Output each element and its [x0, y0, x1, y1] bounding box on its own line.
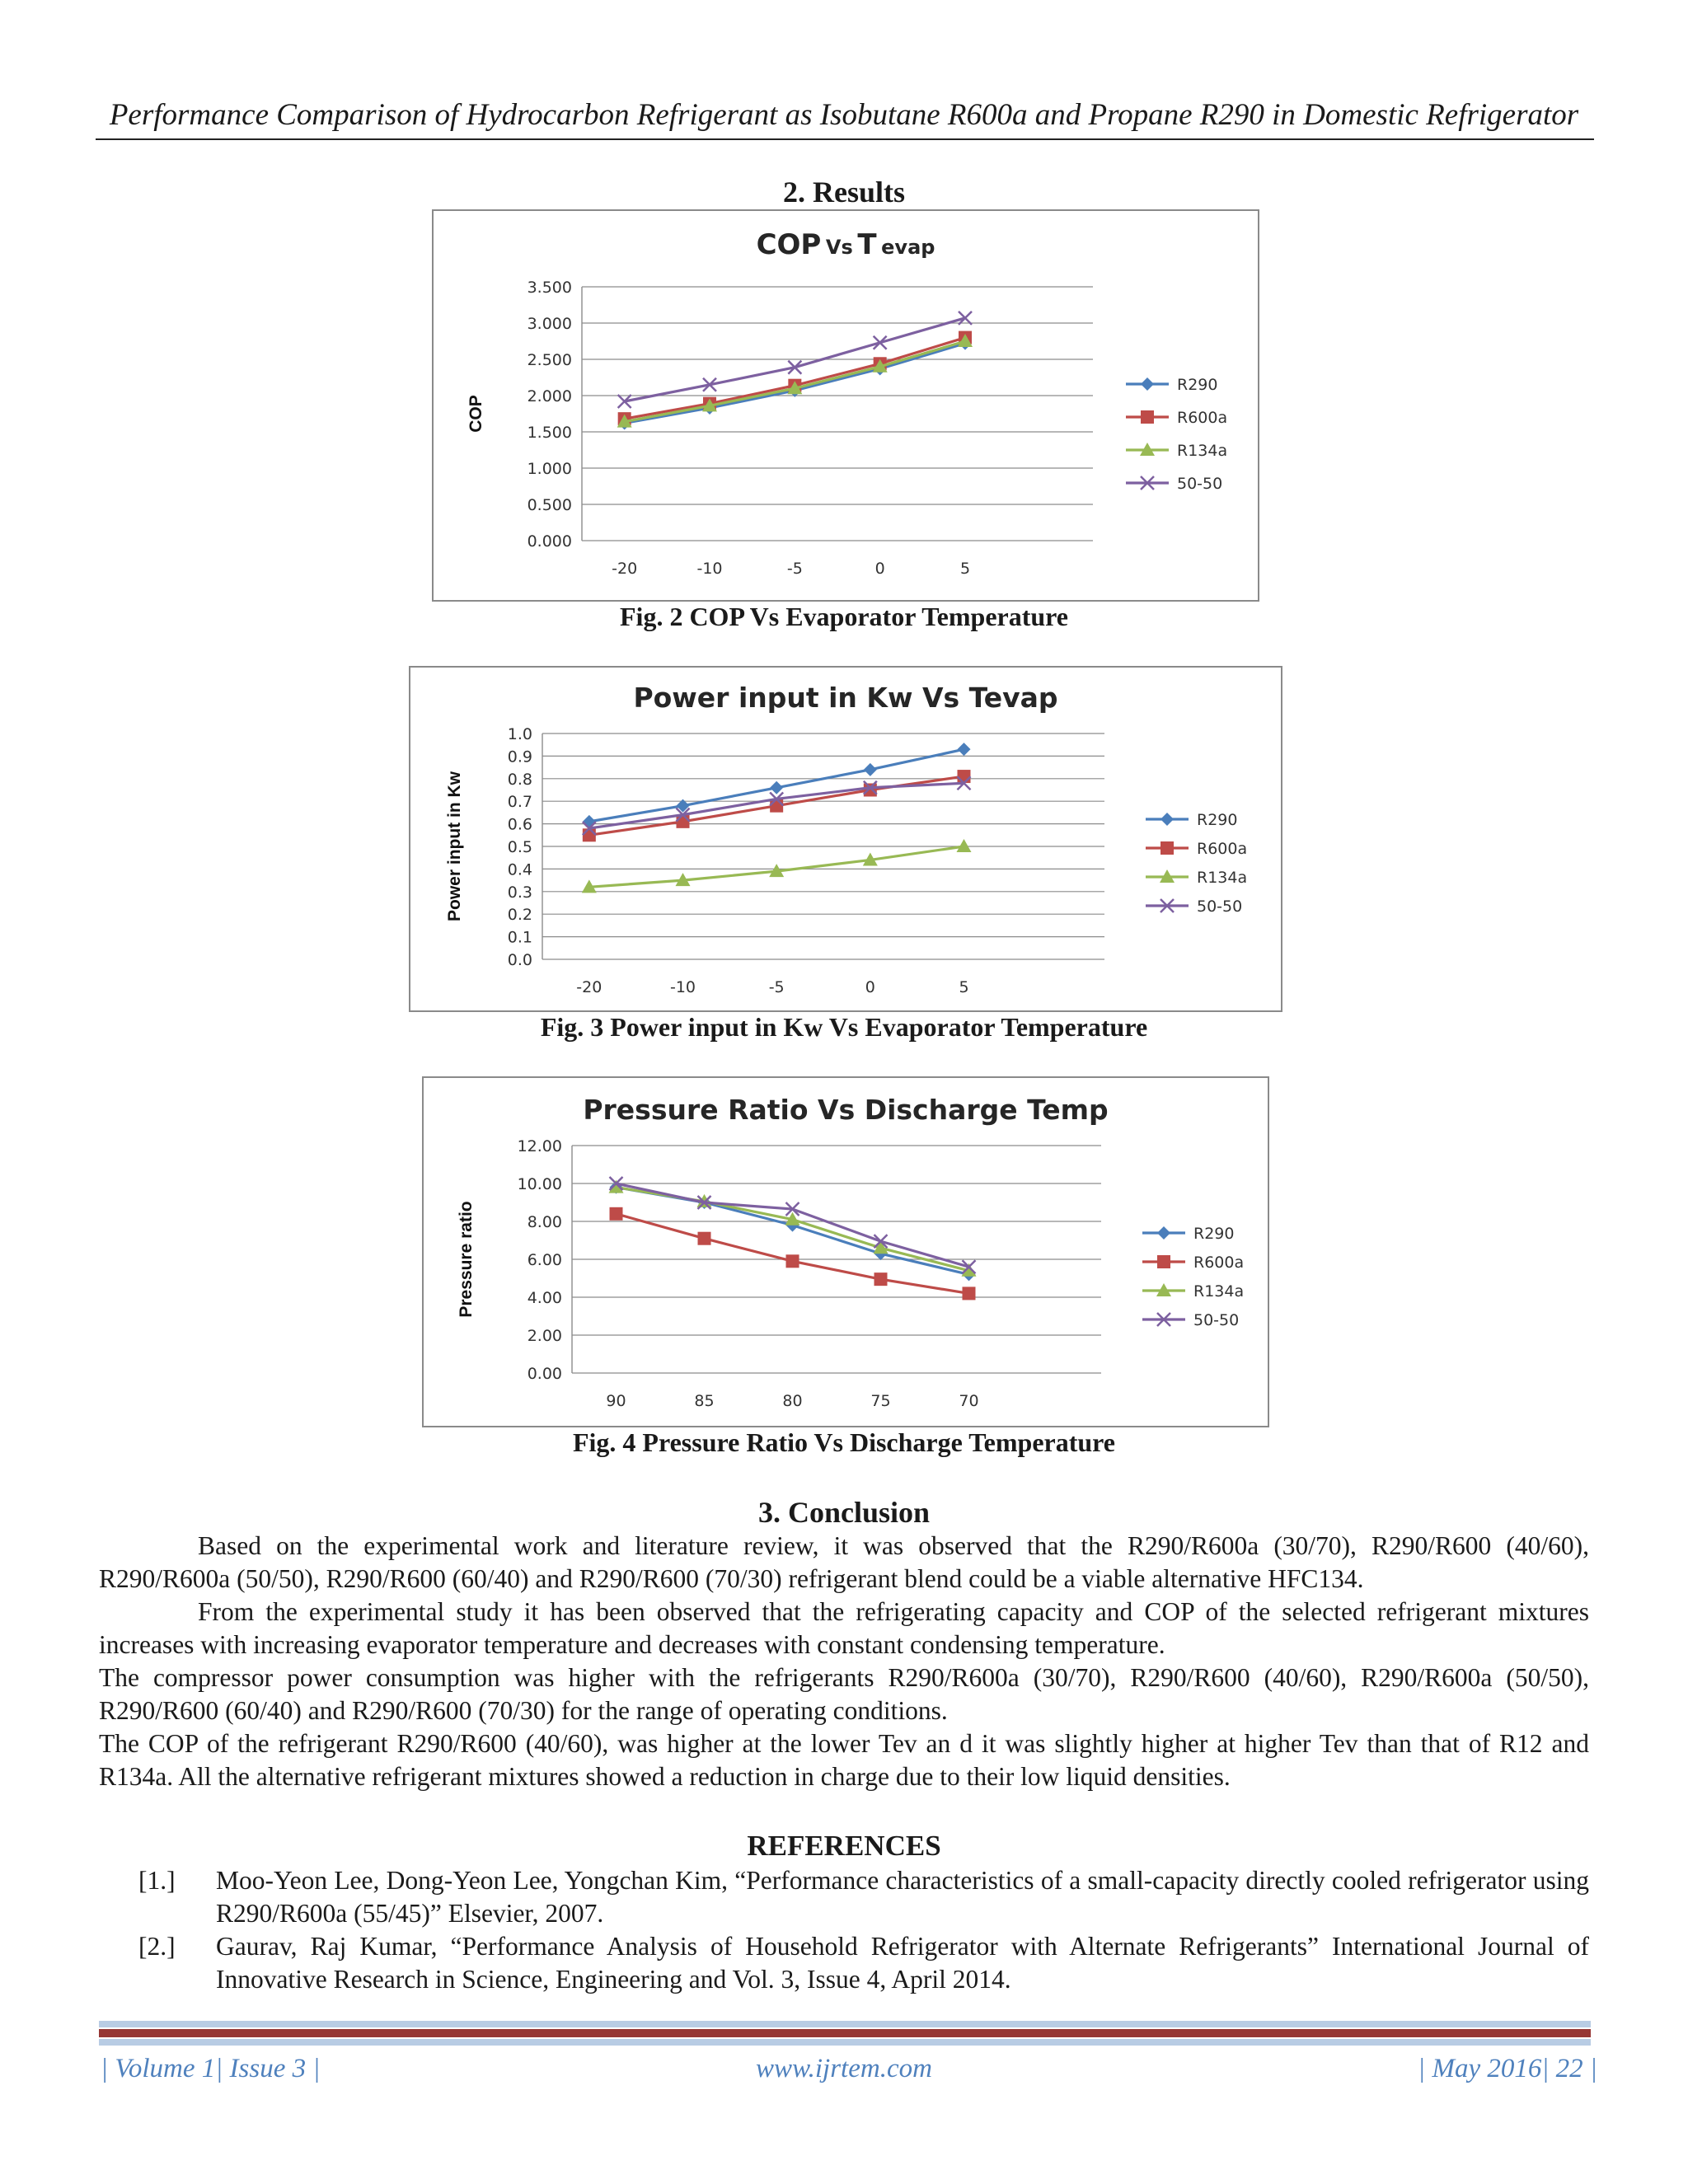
- square-marker: [958, 770, 971, 783]
- triangle-marker: [957, 839, 972, 852]
- y-tick-label: 0.9: [507, 748, 532, 766]
- y-tick-label: 1.000: [527, 460, 572, 478]
- diamond-marker: [1157, 1226, 1170, 1240]
- square-marker: [874, 1272, 888, 1286]
- y-tick-label: 1.500: [527, 424, 572, 442]
- pressure-chart: [424, 1078, 1268, 1426]
- y-axis-label: Power input in Kw: [445, 771, 464, 921]
- y-tick-label: 1.0: [507, 725, 532, 743]
- figure-3-caption: Fig. 3 Power input in Kw Vs Evaporator Temperature: [540, 1012, 1148, 1042]
- diamond-marker: [770, 781, 783, 794]
- y-axis-label: COP: [467, 395, 485, 433]
- conclusion-body: [99, 1530, 1589, 1793]
- y-tick-label: 2.00: [527, 1327, 562, 1345]
- x-tick-label: 75: [870, 1392, 891, 1410]
- diamond-marker: [1160, 813, 1174, 826]
- x-tick-label: -20: [612, 560, 638, 578]
- legend-label: 50-50: [1193, 1311, 1240, 1329]
- square-marker: [864, 784, 877, 797]
- power-chart: [410, 668, 1281, 1010]
- y-tick-label: 2.000: [527, 387, 572, 405]
- diamond-marker: [583, 815, 596, 828]
- y-tick-label: 0.7: [507, 793, 532, 812]
- legend-label: R600a: [1193, 1254, 1245, 1272]
- square-marker: [963, 1286, 976, 1300]
- square-marker: [610, 1207, 623, 1221]
- legend-label: 50-50: [1177, 475, 1223, 493]
- diamond-marker: [864, 763, 877, 776]
- x-tick-label: -20: [576, 978, 603, 996]
- references-heading: REFERENCES: [747, 1830, 941, 1862]
- x-tick-label: 90: [606, 1392, 626, 1410]
- x-tick-label: 80: [782, 1392, 803, 1410]
- footer-volume-issue: | Volume 1| Issue 3 |: [101, 2054, 321, 2083]
- square-marker: [786, 1254, 799, 1268]
- legend-label: R290: [1193, 1225, 1235, 1243]
- y-tick-label: 0.000: [527, 532, 572, 551]
- legend-label: R600a: [1197, 840, 1248, 858]
- legend-label: 50-50: [1197, 898, 1243, 916]
- x-tick-label: -10: [669, 978, 696, 996]
- x-tick-label: 5: [959, 560, 971, 578]
- y-tick-label: 0.0: [507, 951, 532, 969]
- y-tick-label: 2.500: [527, 351, 572, 369]
- conclusion-paragraph: The compressor power consumption was higher with the refrigerants R290/R600a (30/70), R290/R600 (40/60), R290/R600a (50/50), R290/R600 (60/40) and R290/R600 (70/30) for the range of operating conditions.: [99, 1663, 1589, 1725]
- chart-title: COP Vs T evap: [756, 228, 935, 261]
- x-tick-label: 70: [959, 1392, 979, 1410]
- series-line-r600a: [625, 338, 965, 419]
- legend-label: R134a: [1193, 1282, 1245, 1301]
- legend-label: R134a: [1197, 869, 1248, 887]
- x-tick-label: 85: [694, 1392, 715, 1410]
- x-tick-label: 5: [959, 978, 969, 996]
- square-marker: [677, 815, 690, 828]
- square-marker: [1160, 841, 1174, 855]
- y-tick-label: 12.00: [517, 1137, 562, 1155]
- y-tick-label: 3.500: [527, 279, 572, 297]
- square-marker: [583, 828, 596, 841]
- conclusion-heading: 3. Conclusion: [757, 1496, 931, 1529]
- y-tick-label: 4.00: [527, 1289, 562, 1307]
- x-tick-label: -5: [786, 560, 803, 578]
- y-tick-label: 0.1: [507, 928, 532, 947]
- reference-number: [1.]: [138, 1866, 176, 1895]
- footer-band: [99, 2021, 1591, 2027]
- chart-title: Power input in Kw Vs Tevap: [633, 682, 1058, 714]
- x-tick-label: 0: [865, 978, 875, 996]
- y-tick-label: 8.00: [527, 1213, 562, 1231]
- figure-2-caption: Fig. 2 COP Vs Evaporator Temperature: [620, 602, 1068, 631]
- results-heading: 2. Results: [782, 176, 905, 209]
- y-tick-label: 6.00: [527, 1251, 562, 1269]
- footer-website-link[interactable]: www.ijrtem.com: [756, 2054, 932, 2083]
- footer-band: [99, 2039, 1591, 2046]
- header-rule: [96, 138, 1594, 140]
- x-tick-label: -5: [768, 978, 785, 996]
- footer-band: [99, 2029, 1591, 2037]
- reference-text: Moo-Yeon Lee, Dong-Yeon Lee, Yongchan Kim, “Performance characteristics of a small-capacity directly cooled refrigerator using R290/R600a (55/45)” Elsevier, 2007.: [216, 1866, 1589, 1928]
- conclusion-paragraph: The COP of the refrigerant R290/R600 (40/60), was higher at the lower Tev an d it was slightly higher at higher Tev than that of R12 and R134a. All the alternative refrigerant mixtures showed a reduction in charge due to their low liquid densities.: [99, 1729, 1589, 1791]
- y-tick-label: 0.3: [507, 883, 532, 902]
- running-head: Performance Comparison of Hydrocarbon Refrigerant as Isobutane R600a and Propane R290 in Domestic Refrigerator: [109, 98, 1579, 132]
- conclusion-paragraph: Based on the experimental work and literature review, it was observed that the R290/R600a (30/70), R290/R600 (40/60), R290/R600a (50/50), R290/R600 (60/40) and R290/R600 (70/30) refrigerant blend could be a viable alternative HFC134.: [99, 1531, 1589, 1593]
- footer-date-page: | May 2016| 22 |: [1418, 2054, 1597, 2083]
- x-tick-label: 0: [874, 560, 885, 578]
- legend-label: R290: [1197, 811, 1238, 829]
- square-marker: [1157, 1255, 1170, 1268]
- figure-2: [432, 209, 1259, 602]
- legend-label: R134a: [1177, 442, 1228, 460]
- diamond-marker: [1141, 377, 1154, 391]
- figure-4-caption: Fig. 4 Pressure Ratio Vs Discharge Temperature: [572, 1427, 1115, 1457]
- x-tick-label: -10: [696, 560, 723, 578]
- cop-chart: [434, 211, 1258, 600]
- square-marker: [770, 799, 783, 813]
- y-tick-label: 0.2: [507, 906, 532, 925]
- figure-3: [409, 666, 1282, 1012]
- figure-4: [422, 1076, 1269, 1427]
- y-tick-label: 0.00: [527, 1365, 562, 1383]
- y-tick-label: 0.4: [507, 860, 532, 879]
- reference-number: [2.]: [138, 1932, 176, 1961]
- y-tick-label: 0.6: [507, 815, 532, 834]
- y-tick-label: 0.8: [507, 770, 532, 789]
- legend-label: R290: [1177, 376, 1218, 394]
- square-marker: [698, 1232, 711, 1245]
- diamond-marker: [958, 743, 971, 756]
- y-axis-label: Pressure ratio: [457, 1201, 476, 1318]
- chart-title: Pressure Ratio Vs Discharge Temp: [583, 1094, 1109, 1126]
- reference-text: Gaurav, Raj Kumar, “Performance Analysis of Household Refrigerator with Alternate Refrigerants” International Journal of Innovative Research in Science, Engineering and Vol. 3, Issue 4, April 2014.: [216, 1932, 1589, 1994]
- legend-label: R600a: [1177, 409, 1228, 427]
- square-marker: [1141, 410, 1154, 424]
- y-tick-label: 3.000: [527, 315, 572, 333]
- y-tick-label: 10.00: [517, 1175, 562, 1193]
- y-tick-label: 0.5: [507, 838, 532, 856]
- conclusion-paragraph: From the experimental study it has been observed that the refrigerating capacity and COP of the selected refrigerant mixtures increases with increasing evaporator temperature and decreases with constant condensing temperature.: [99, 1597, 1589, 1659]
- y-tick-label: 0.500: [527, 496, 572, 514]
